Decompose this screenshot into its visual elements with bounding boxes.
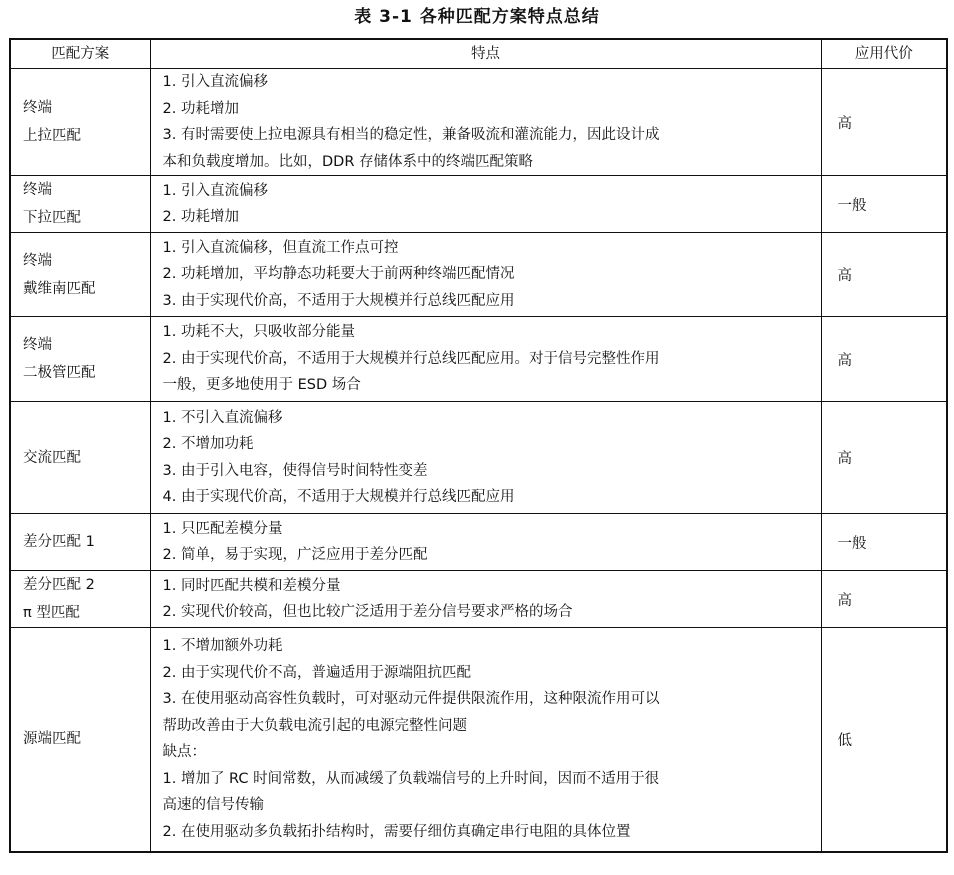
header-features: 特点: [150, 39, 821, 69]
cost-cell: 高: [821, 402, 947, 514]
scheme-cell: [10, 176, 150, 233]
scheme-cell: [10, 628, 150, 852]
feature-line: 1. 引入直流偏移: [162, 74, 268, 90]
scheme-line: 终端: [23, 100, 52, 116]
scheme-cell: [10, 317, 150, 402]
scheme-cell: [10, 69, 150, 176]
table-caption: 表 3-1 各种匹配方案特点总结: [354, 7, 600, 27]
feature-line: 2. 功耗增加: [162, 209, 239, 225]
scheme-line: 差分匹配 1: [23, 534, 95, 550]
feature-line: 2. 功耗增加: [162, 100, 239, 117]
features-cell: [150, 571, 821, 628]
features-cell: [150, 233, 821, 317]
feature-line: 1. 只匹配差模分量: [162, 520, 283, 537]
feature-line: 2. 功耗增加，平均静态功耗要大于前两种终端匹配情况: [162, 266, 515, 283]
feature-line: 3. 有时需要使上拉电源具有相当的稳定性，兼备吸流和灌流能力，因此设计成: [162, 127, 660, 143]
scheme-line: 差分匹配 2: [23, 577, 95, 593]
cost-cell: 一般: [821, 176, 947, 233]
table-row: [10, 402, 947, 514]
feature-line: 3. 由于实现代价高，不适用于大规模并行总线匹配应用: [162, 292, 515, 309]
feature-line: 3. 由于引入电容，使得信号时间特性变差: [162, 462, 428, 479]
scheme-line: π 型匹配: [23, 605, 80, 621]
feature-line: 帮助改善由于大负载电流引起的电源完整性问题: [162, 717, 467, 734]
feature-line: 缺点：: [162, 744, 206, 761]
scheme-line: 终端: [23, 182, 52, 198]
scheme-cell: [10, 233, 150, 317]
cost-cell: 高: [821, 317, 947, 402]
table-row: [10, 628, 947, 852]
feature-line: 2. 实现代价较高，但也比较广泛适用于差分信号要求严格的场合: [162, 604, 573, 620]
feature-line: 高速的信号传输: [162, 797, 264, 814]
table-row: [10, 176, 947, 233]
cost-cell: 高: [821, 233, 947, 317]
scheme-line: 终端: [23, 252, 52, 269]
features-cell: [150, 69, 821, 176]
features-cell: [150, 176, 821, 233]
table-row: [10, 317, 947, 402]
feature-line: 本和负载度增加。比如，DDR 存储体系中的终端匹配策略: [162, 153, 534, 170]
scheme-line: 戴维南匹配: [23, 280, 96, 297]
table-header-row: [10, 39, 947, 69]
scheme-line: 二极管匹配: [23, 365, 96, 381]
cost-cell: 低: [821, 628, 947, 852]
table-row: [10, 69, 947, 176]
cost-cell: 高: [821, 69, 947, 176]
cost-cell: 高: [821, 571, 947, 628]
features-cell: [150, 514, 821, 571]
feature-line: 1. 不增加额外功耗: [162, 638, 283, 655]
features-cell: [150, 317, 821, 402]
feature-line: 1. 同时匹配共模和差模分量: [162, 577, 341, 594]
feature-line: 1. 功耗不大，只吸收部分能量: [162, 324, 355, 341]
scheme-line: 下拉匹配: [23, 210, 81, 226]
table-row: [10, 514, 947, 571]
scheme-line: 交流匹配: [23, 449, 81, 466]
header-scheme: 匹配方案: [10, 39, 150, 69]
feature-line: 2. 不增加功耗: [162, 436, 254, 452]
feature-line: 3. 在使用驱动高容性负载时，可对驱动元件提供限流作用，这种限流作用可以: [162, 691, 660, 708]
feature-line: 2. 由于实现代价不高，普遍适用于源端阻抗匹配: [162, 664, 471, 681]
features-cell: [150, 402, 821, 514]
scheme-line: 源端匹配: [23, 731, 81, 748]
cost-cell: 一般: [821, 514, 947, 571]
header-cost: 应用代价: [821, 39, 947, 69]
scheme-cell: [10, 402, 150, 514]
scheme-line: 上拉匹配: [23, 128, 81, 144]
feature-line: 1. 增加了 RC 时间常数，从而减缓了负载端信号的上升时间，因而不适用于很: [162, 770, 660, 787]
feature-line: 2. 简单，易于实现，广泛应用于差分匹配: [162, 547, 428, 563]
feature-line: 一般，更多地使用于 ESD 场合: [162, 377, 361, 394]
feature-line: 1. 引入直流偏移: [162, 182, 268, 199]
matching-schemes-table: [9, 38, 948, 853]
scheme-cell: [10, 514, 150, 571]
feature-line: 2. 在使用驱动多负载拓扑结构时，需要仔细仿真确定串行电阻的具体位置: [162, 823, 631, 840]
scheme-line: 终端: [23, 337, 52, 353]
feature-line: 4. 由于实现代价高，不适用于大规模并行总线匹配应用: [162, 489, 515, 505]
table-row: [10, 571, 947, 628]
table-row: [10, 233, 947, 317]
feature-line: 1. 引入直流偏移，但直流工作点可控: [162, 239, 399, 256]
features-cell: [150, 628, 821, 852]
feature-line: 2. 由于实现代价高，不适用于大规模并行总线匹配应用。对于信号完整性作用: [162, 350, 660, 367]
scheme-cell: [10, 571, 150, 628]
feature-line: 1. 不引入直流偏移: [162, 409, 283, 426]
